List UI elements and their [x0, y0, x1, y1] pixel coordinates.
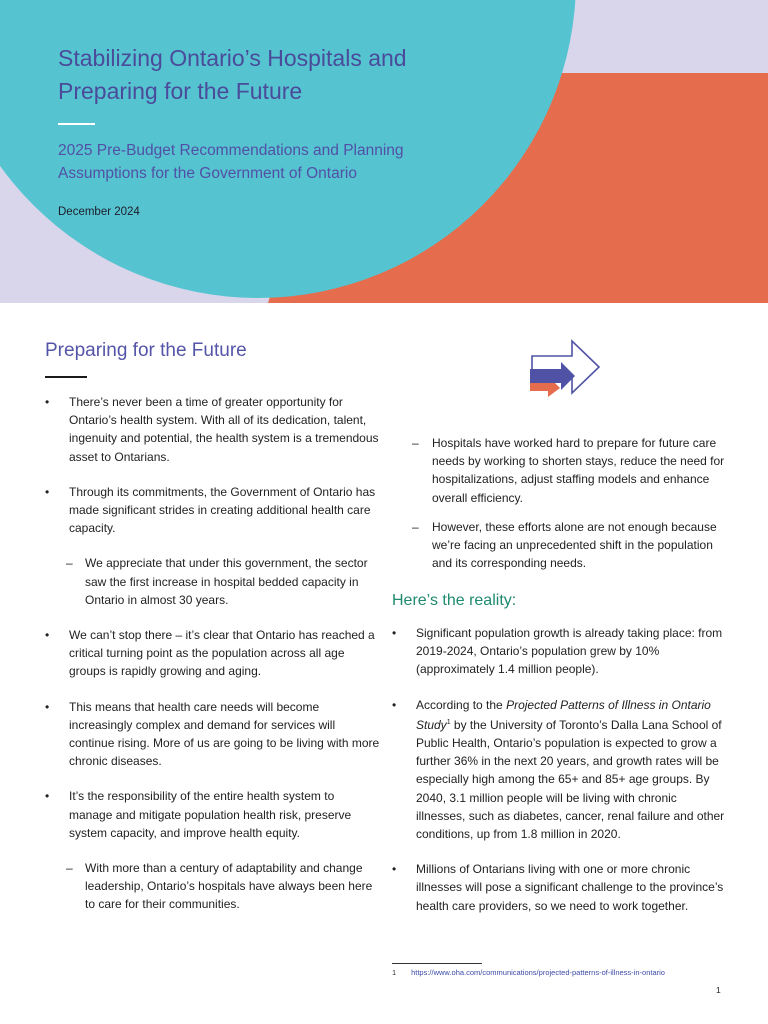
- list-item: • Millions of Ontarians living with one or more chronic illnesses will pose a significant challenge to the province’s health care providers, so we need to work together.: [392, 860, 727, 915]
- double-arrow-right-icon: [526, 338, 602, 400]
- study-title: Projected Patterns of Illness in Ontario Study: [416, 697, 711, 732]
- sub-list-item: – Hospitals have worked hard to prepare for future care needs by working to shorten stays, reduce the need for hospitalizations, adjust staffing models and enhance overall efficiency.: [412, 434, 727, 507]
- footnote-number: 1: [392, 968, 397, 977]
- list-item: • It’s the responsibility of the entire health system to manage and mitigate population health risk, preserve system capacity, and improve health equity.: [45, 787, 380, 842]
- sub-list-item: – However, these efforts alone are not enough because we’re facing an unprecedented shift in the population and its corresponding needs.: [412, 518, 727, 573]
- document-title: Stabilizing Ontario’s Hospitals and Preparing for the Future: [58, 45, 407, 104]
- page-number: 1: [716, 985, 721, 995]
- left-column-list: [45, 393, 380, 931]
- list-item: [392, 696, 727, 844]
- document-subtitle: 2025 Pre-Budget Recommendations and Planning Assumptions for the Government of Ontario: [58, 142, 404, 182]
- reality-heading: Here’s the reality:: [392, 592, 517, 609]
- section-title: Preparing for the Future: [45, 340, 247, 361]
- title-divider: [58, 123, 95, 125]
- cover-header: [0, 0, 768, 303]
- footnote-reference[interactable]: 1: [446, 718, 451, 726]
- reality-list: [392, 624, 727, 932]
- sub-list-item: – We appreciate that under this government, the sector saw the first increase in hospital bedded capacity in Ontario in almost 30 years.: [45, 554, 380, 609]
- right-column-sublist: [412, 434, 727, 583]
- section-divider: [45, 376, 87, 378]
- sub-list-item: – With more than a century of adaptability and change leadership, Ontario’s hospitals have always been here to care for their communities.: [45, 859, 380, 914]
- list-item: • There’s never been a time of greater opportunity for Ontario’s health system. With all of its dedication, talent, ingenuity and potential, the health system is a tremendous asset to Ontarians.: [45, 393, 380, 466]
- footnote-link[interactable]: https://www.oha.com/communications/projected-patterns-of-illness-in-ontario: [411, 968, 665, 977]
- list-item: • This means that health care needs will become increasingly complex and demand for services will continue rising. More of us are going to be living with more chronic diseases.: [45, 698, 380, 771]
- list-item-text: According to the: [416, 697, 507, 712]
- list-item: • Significant population growth is already taking place: from 2019-2024, Ontario’s population grew by 10% (approximately 1.4 million people).: [392, 624, 727, 679]
- list-item-text: by the University of Toronto’s Dalla Lana School of Public Health, Ontario’s population is expected to grow a further 36% in the next 20 years, and growth rates will be especially high among the 65+ and 85+ age groups. By 2040, 3.1 million people will be living with chronic illnesses, such as diabetes, cancer, renal failure and other conditions, up from 1.8 million in 2020.: [416, 717, 725, 842]
- list-item: • Through its commitments, the Government of Ontario has made significant strides in creating additional health care capacity.: [45, 483, 380, 538]
- footnote-divider: [392, 963, 482, 964]
- footnote: [392, 968, 665, 977]
- document-date: December 2024: [58, 206, 140, 218]
- list-item: • We can’t stop there – it’s clear that Ontario has reached a critical turning point as the population across all age groups is rapidly growing and aging.: [45, 626, 380, 681]
